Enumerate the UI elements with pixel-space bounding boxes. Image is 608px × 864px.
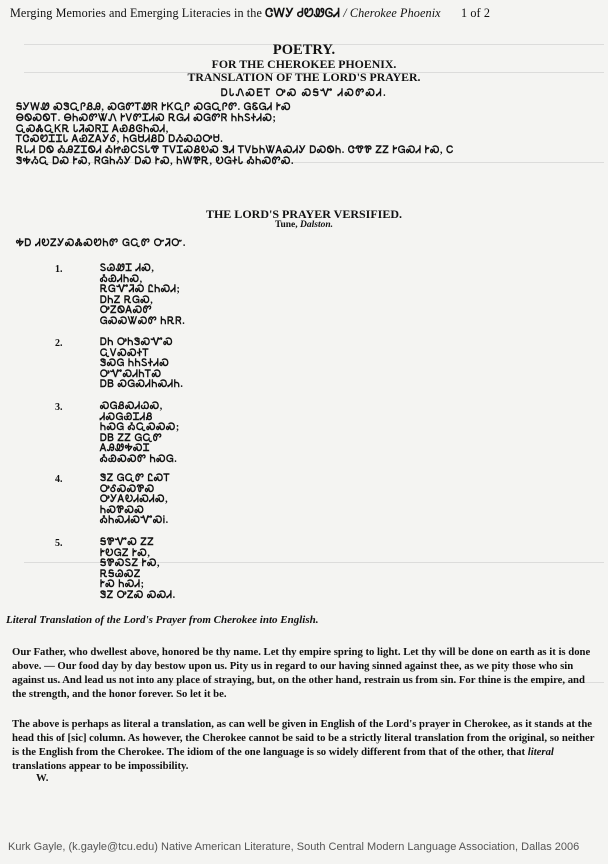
stanza-line: ᎠᏴ ᏃᏃ ᏀᏩᏛ [100, 432, 163, 444]
versified-heading: THE LORD'S PRAYER VERSIFIED. [205, 207, 403, 221]
stanza-line: ᏚᏊᏪᏆ ᏗᏍ, [100, 263, 155, 274]
poetry-heading: POETRY. [272, 42, 336, 58]
stanza-line: ᏂᏍᏈᏍᏍ [100, 504, 145, 516]
cherokee-title: ᎠᏓᏁᏍᎬᎢ ᎤᏍ ᏍᎦᏉ ᏗᏍᏛᏍᏗ. [220, 88, 388, 99]
stanza-line: ᏗᏍᏀᏯᏆᏗᏰ [100, 411, 153, 423]
cherokee-line: ᎢᏣᏍᏬᏆᏆᏓ ᎪᏯᏃᎪᎩᎴ, ᏂᏀᏌᏗᏰᎠ ᎠᏱᏍᏇᎤᏌ. [16, 134, 224, 146]
stanza-line: ᎨᎧᏀᏃ ᎨᏍ, [100, 547, 151, 559]
cherokee-line: ᎦᎩᎳᏪ ᏍᏕᏩᎵᏰᎯ, ᏍᏀᏛᎢᏪᏒ ᎨᏦᏩᎵ ᏍᏀᏩᎵᏛ. ᏀᏋᏀᏗ ᎨᏍ [16, 102, 292, 113]
stanza-number: 3. [55, 402, 63, 413]
stanza-line: ᎠᏴ ᏍᏀᏍᏗᏂᏍᏗᏂ. [100, 379, 184, 391]
page-footer: Kurk Gayle, (k.gayle@tcu.edu) Native American Literature, South Central Modern Language Association, Dallas 2006 [8, 841, 580, 853]
page-header [10, 6, 600, 21]
poetry-subheading-1: FOR THE CHEROKEE PHOENIX. [211, 57, 397, 71]
cherokee-intro-line: ᎭᎠ ᏗᎧᏃᎩᏍᏜᏍᏬᏂᏛ ᏀᏩᏛ ᏅᏘᏅ. [16, 238, 187, 249]
stanza-number: 4. [55, 474, 63, 485]
tune-line [0, 220, 608, 230]
cherokee-line: ᏕᎭᏱᏩ ᎠᏍ ᎨᏍ, ᏒᏀᏂᏱᎩ ᎠᏍ ᎨᏍ, ᏂᎳᏈᎡ, ᎧᏀᏐᏓ ᎣᏂᏍᏛᏍ. [16, 155, 295, 167]
stanza-lines [100, 402, 180, 466]
stanza-number: 1. [55, 264, 63, 275]
cherokee-line: ᎾᏫᏍᏫᎢ. ᎾᏂᏍᏛᏔᏁ ᎨᏙᏛᏆᏗᏍ ᎡᏀᏗ ᏍᏀᏛᏒ ᏂᏂᏚᏐᏗᏍ; [16, 112, 277, 124]
tune-label: Tune, [275, 220, 298, 230]
stanza-line: ᎦᏈᏉᏍ ᏃᏃ [100, 537, 155, 548]
stanza-line: ᏕᏃ ᎤᏃᏍ ᏍᏍᏗ. [100, 589, 176, 601]
stanza-line: ᎠᏂᏃ ᎡᏀᏍ, [100, 294, 154, 306]
stanza-line: ᎠᏂ ᎤᏂᏕᏍᏉᏍ [100, 337, 174, 348]
cherokee-line: ᏩᏍᏜᏩᏦᎡ ᏓᏘᏍᏒᏆ ᎪᏯᏰᎶᏂᏍᏗ, [16, 123, 169, 135]
stanza-line: ᎪᎯᏪᎭᏍᏆ [100, 443, 151, 455]
stanza-line: ᎡᏀᏉᏘᏍ ᏝᏂᏍᏗ; [100, 284, 181, 296]
translation-paragraph: Our Father, who dwellest above, honored be thy name. Let thy empire spring to light. Let thy will be done on earth as it is done above. — Our food day by day bestow upon us. Pity us in regard to our having sinned against thee, as we pity those who sin against us. And lead us not into any place of straying, but, on the other hand, restrain us from sin. For thine is the empire, and the strength, and the honor forever. So let it be. [12, 646, 591, 700]
stanza-line: ᏩᏙᏍᏍᏐᎢ [100, 347, 150, 359]
stanza-number: 5. [55, 538, 63, 549]
stanza-lines [100, 338, 183, 391]
stanza-line: ᏕᏃ ᏀᏩᏛ ᏝᏍᎢ [100, 473, 171, 484]
stanza-lines [100, 474, 170, 527]
stanza-line: ᏍᏀᏰᏍᏗᏇᏍ, [100, 401, 163, 412]
stanza-line: ᎤᏃᏫᎪᏍᏛ [100, 305, 153, 317]
stanza-line: ᏀᏍᏍᏔᏍᏛ ᏂᎡᏒ. [100, 315, 186, 327]
header-title-suffix: / Cherokee Phoenix [343, 6, 441, 20]
commentary-paragraph [12, 717, 600, 773]
stanza-line: ᎣᏯᏍᏍᏛ ᏂᏍᏀ. [100, 453, 178, 465]
stanza-line: ᎨᏍ ᏂᏍᏗ; [100, 579, 145, 591]
stanza-line: ᎣᏂᏍᏗᏍᏉᏍᎥ. [100, 515, 169, 527]
stanza-line: ᎡᎦᏊᏍᏃ [100, 568, 141, 580]
stanza-line: ᎣᏯᏗᏂᏍ, [100, 273, 143, 285]
tune-name: Dalston. [300, 220, 333, 230]
commentary-text: The above is perhaps as literal a translation, as can well be given in English of the Lord's prayer in Cherokee, as it stands at the head this of [sic] column. As however, the Cherokee cannot be said to be a strictly literal translation from the original, so neither is the English from the Cherokee. The idiom of the one language is so widely different from that of the other, that [12, 718, 595, 758]
commentary-emphasis: literal [527, 746, 554, 758]
literal-translation-title: Literal Translation of the Lord's Prayer from Cherokee into English. [6, 614, 319, 626]
stanza-lines [100, 538, 176, 602]
stanza-line: ᏂᏍᏀ ᎣᏩᏍᏍᏍ; [100, 422, 180, 434]
stanza-line: ᎤᏉᏍᏗᏂᎢᏍ [100, 368, 162, 380]
cherokee-line: ᎡᏓᏗ ᎠᏫ ᎣᎯᏃᏆᏫᏗ ᎣᏥᏯᏟᏚᏓᏡ ᎢᏙᏆᏍᏰᎧᏍ ᏕᏗ ᎢᏙᏏᏂᏔᎪᏍᏗᎩ ᎠᏍᏫᏂ. ᏣᏡᏈ ᏃᏃ ᎨᏀᏍᏗ ᎨᏍ, Ꮯ [16, 145, 454, 157]
header-cherokee-name: ᏣᎳᎩ ᏧᏬᏪᎶᏗ [265, 6, 341, 20]
stanza-line: ᎤᎩᎪᎧᏗᏍᏗᏍ, [100, 494, 169, 506]
stanza-line: ᎤᎴᏍᏍᏈᏍ [100, 483, 155, 495]
stanza-lines [100, 264, 185, 328]
stanza-number: 2. [55, 338, 63, 349]
stanza-line: ᏕᏍᏀ ᏂᏂᏚᏐᏗᏍ [100, 358, 170, 370]
poetry-subheading-2: TRANSLATION OF THE LORD'S PRAYER. [187, 70, 421, 84]
cherokee-prayer-text [16, 103, 601, 168]
stanza-line: ᎦᏈᏍᏚᏃ ᎨᏍ, [100, 558, 161, 570]
header-page-number: 1 of 2 [461, 6, 491, 20]
signature: W. [36, 772, 49, 784]
header-title-prefix: Merging Memories and Emerging Literacies in the [10, 6, 262, 20]
commentary-text-end: translations appear to be impossibility. [12, 760, 189, 772]
